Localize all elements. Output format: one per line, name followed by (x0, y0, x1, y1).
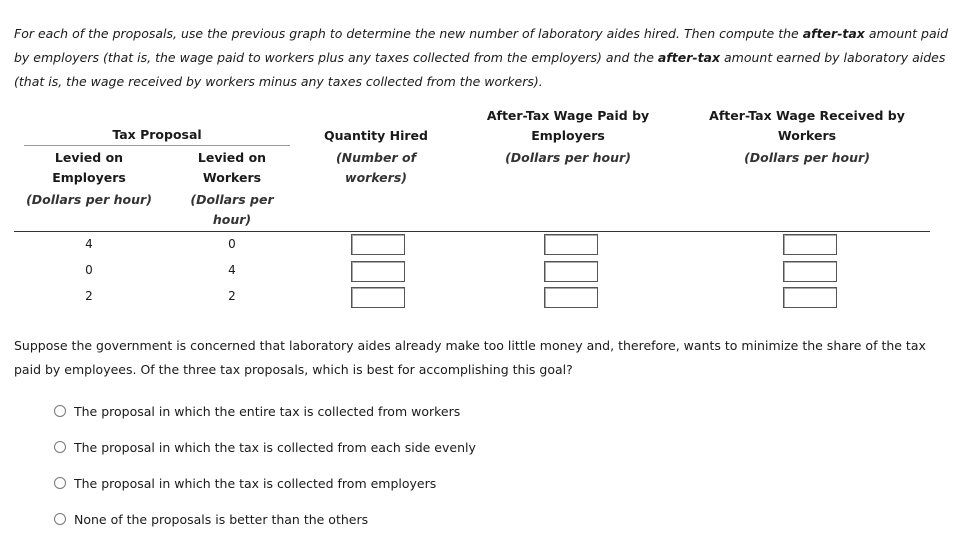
workers-tax-value: 2 (228, 289, 236, 303)
question-text: Suppose the government is concerned that laboratory aides already make too little money and, therefore, wants to minimize the share of the tax paid by employees. Of the three tax proposals, which is best for accomplishing this goal? (14, 338, 926, 377)
radio-button[interactable] (54, 477, 66, 489)
workers-tax-value: 0 (228, 237, 236, 251)
radio-button[interactable] (54, 405, 66, 417)
option-label: The proposal in which the entire tax is collected from workers (74, 403, 461, 419)
option-evenly[interactable] (54, 438, 476, 456)
quantity-hired-input[interactable] (351, 261, 405, 282)
option-label: The proposal in which the tax is collected from each side evenly (74, 439, 476, 455)
employers-column-header: Levied on Employers (Dollars per hour) (26, 150, 152, 207)
option-employers[interactable] (54, 474, 436, 492)
instructions-text: For each of the proposals, use the previous graph to determine the new number of laboratory aides hired. Then compute the after-tax amount paid by employers (that is, the wage paid to workers plus any taxes collected from the employers) and the after-tax amount earned by laboratory aides (that is, the wage received by workers minus any taxes collected from the workers). (14, 26, 949, 89)
wage-paid-input[interactable] (544, 234, 598, 255)
option-label: The proposal in which the tax is collected from employers (74, 475, 437, 491)
workers-tax-value: 4 (228, 263, 236, 277)
wage-paid-input[interactable] (544, 261, 598, 282)
option-none[interactable] (54, 510, 368, 528)
quantity-hired-input[interactable] (351, 234, 405, 255)
wage-received-input[interactable] (783, 261, 837, 282)
wage-received-input[interactable] (783, 234, 837, 255)
radio-button[interactable] (54, 441, 66, 453)
option-label: None of the proposals is better than the others (74, 511, 369, 527)
wage-paid-header: After-Tax Wage Paid by Employers (Dollars per hour) (486, 108, 650, 165)
wage-received-header: After-Tax Wage Received by Workers (Dollars per hour) (709, 108, 905, 165)
quantity-hired-input[interactable] (351, 287, 405, 308)
table-header-rule (14, 231, 930, 232)
tax-proposal-underline (24, 145, 290, 146)
employers-tax-value: 2 (85, 289, 93, 303)
radio-button[interactable] (54, 513, 66, 525)
wage-paid-input[interactable] (544, 287, 598, 308)
quantity-hired-header: Quantity Hired (Number of workers) (324, 128, 428, 185)
wage-received-input[interactable] (783, 287, 837, 308)
workers-column-header: Levied on Workers (Dollars per hour) (190, 150, 274, 227)
option-workers[interactable] (54, 402, 460, 420)
employers-tax-value: 4 (85, 237, 93, 251)
employers-tax-value: 0 (85, 263, 93, 277)
tax-proposal-header: Tax Proposal (112, 127, 202, 142)
